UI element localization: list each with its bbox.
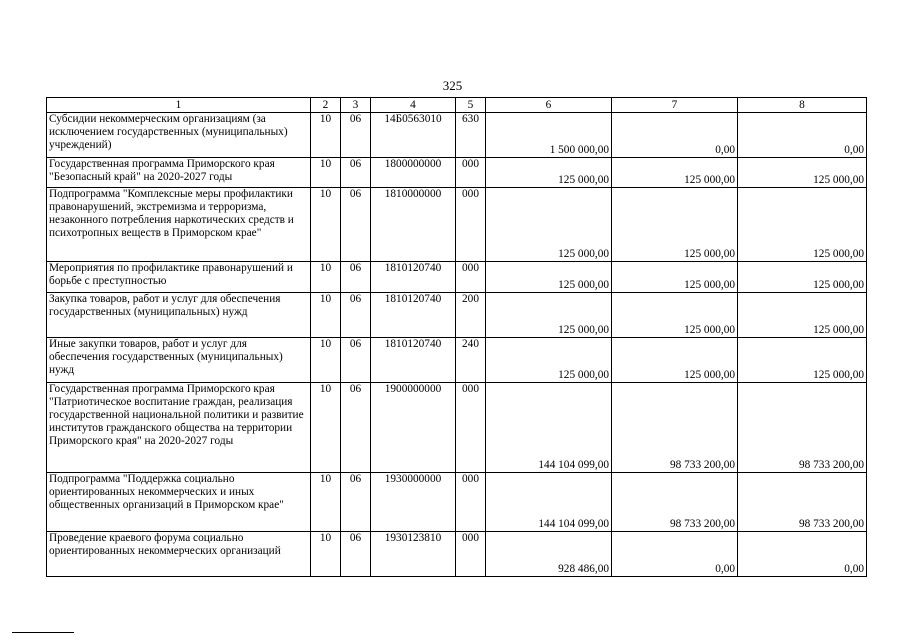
row-amount-col8: 125 000,00 [738, 338, 867, 383]
row-subsection: 06 [341, 338, 371, 383]
row-subsection: 06 [341, 188, 371, 262]
budget-table [46, 97, 867, 577]
table-row [47, 338, 867, 383]
row-target-article: 1900000000 [371, 383, 456, 473]
row-name: Государственная программа Приморского края "Патриотическое воспитание граждан, реализация государственной национальной политики и развитие институтов гражданского общества на территории Приморского края" на 2020-2027 годы [47, 383, 311, 473]
row-amount-col8: 0,00 [738, 113, 867, 158]
row-amount-col6: 144 104 099,00 [486, 383, 612, 473]
row-name: Подпрограмма "Комплексные меры профилактики правонарушений, экстремизма и терроризма, незаконного потребления наркотических средств и психотропных веществ в Приморском крае" [47, 188, 311, 262]
row-amount-col8: 98 733 200,00 [738, 383, 867, 473]
row-amount-col6: 928 486,00 [486, 532, 612, 577]
row-section: 10 [311, 262, 341, 293]
row-name: Мероприятия по профилактике правонарушений и борьбе с преступностью [47, 262, 311, 293]
table-row [47, 158, 867, 188]
column-header: 3 [341, 98, 371, 113]
row-amount-col7: 98 733 200,00 [612, 383, 738, 473]
row-amount-col8: 125 000,00 [738, 158, 867, 188]
row-subsection: 06 [341, 262, 371, 293]
row-section: 10 [311, 473, 341, 532]
row-target-article: 1810120740 [371, 262, 456, 293]
row-amount-col8: 125 000,00 [738, 293, 867, 338]
row-target-article: 1800000000 [371, 158, 456, 188]
row-section: 10 [311, 113, 341, 158]
row-section: 10 [311, 293, 341, 338]
row-subsection: 06 [341, 473, 371, 532]
row-name: Иные закупки товаров, работ и услуг для обеспечения государственных (муниципальных) нужд [47, 338, 311, 383]
row-name: Подпрограмма "Поддержка социально ориентированных некоммерческих и иных общественных организаций в Приморском крае" [47, 473, 311, 532]
row-amount-col8: 98 733 200,00 [738, 473, 867, 532]
column-header: 7 [612, 98, 738, 113]
row-amount-col6: 144 104 099,00 [486, 473, 612, 532]
column-header: 6 [486, 98, 612, 113]
row-amount-col6: 125 000,00 [486, 262, 612, 293]
row-section: 10 [311, 188, 341, 262]
table-row [47, 113, 867, 158]
row-section: 10 [311, 383, 341, 473]
row-name: Закупка товаров, работ и услуг для обеспечения государственных (муниципальных) нужд [47, 293, 311, 338]
table-row [47, 383, 867, 473]
row-amount-col7: 125 000,00 [612, 293, 738, 338]
row-section: 10 [311, 338, 341, 383]
table-row [47, 532, 867, 577]
row-amount-col7: 0,00 [612, 113, 738, 158]
row-target-article: 14Б0563010 [371, 113, 456, 158]
footnote-divider [12, 632, 74, 633]
row-subsection: 06 [341, 158, 371, 188]
row-amount-col6: 125 000,00 [486, 338, 612, 383]
row-target-article: 1810120740 [371, 293, 456, 338]
row-amount-col8: 125 000,00 [738, 188, 867, 262]
table-row [47, 473, 867, 532]
row-section: 10 [311, 158, 341, 188]
row-target-article: 1810000000 [371, 188, 456, 262]
table-row [47, 293, 867, 338]
row-amount-col7: 0,00 [612, 532, 738, 577]
row-amount-col8: 125 000,00 [738, 262, 867, 293]
table-row [47, 262, 867, 293]
column-header: 2 [311, 98, 341, 113]
row-amount-col7: 125 000,00 [612, 158, 738, 188]
column-header: 5 [456, 98, 486, 113]
row-section: 10 [311, 532, 341, 577]
row-amount-col7: 125 000,00 [612, 338, 738, 383]
row-target-article: 1810120740 [371, 338, 456, 383]
row-expense-type: 000 [456, 383, 486, 473]
row-name: Государственная программа Приморского края "Безопасный край" на 2020-2027 годы [47, 158, 311, 188]
row-target-article: 1930000000 [371, 473, 456, 532]
row-expense-type: 000 [456, 262, 486, 293]
row-expense-type: 000 [456, 158, 486, 188]
row-subsection: 06 [341, 383, 371, 473]
row-amount-col7: 98 733 200,00 [612, 473, 738, 532]
row-amount-col6: 1 500 000,00 [486, 113, 612, 158]
column-header: 1 [47, 98, 311, 113]
row-expense-type: 240 [456, 338, 486, 383]
page-number: 325 [442, 78, 463, 93]
table-header-row [47, 98, 867, 113]
row-subsection: 06 [341, 532, 371, 577]
row-expense-type: 200 [456, 293, 486, 338]
row-amount-col6: 125 000,00 [486, 158, 612, 188]
row-name: Проведение краевого форума социально ориентированных некоммерческих организаций [47, 532, 311, 577]
row-subsection: 06 [341, 113, 371, 158]
row-target-article: 1930123810 [371, 532, 456, 577]
table-row [47, 188, 867, 262]
row-amount-col7: 125 000,00 [612, 188, 738, 262]
row-amount-col6: 125 000,00 [486, 293, 612, 338]
row-expense-type: 630 [456, 113, 486, 158]
column-header: 4 [371, 98, 456, 113]
row-name: Субсидии некоммерческим организациям (за исключением государственных (муниципальных) учреждений) [47, 113, 311, 158]
column-header: 8 [738, 98, 867, 113]
row-expense-type: 000 [456, 473, 486, 532]
row-expense-type: 000 [456, 188, 486, 262]
row-amount-col8: 0,00 [738, 532, 867, 577]
row-amount-col7: 125 000,00 [612, 262, 738, 293]
row-subsection: 06 [341, 293, 371, 338]
row-amount-col6: 125 000,00 [486, 188, 612, 262]
row-expense-type: 000 [456, 532, 486, 577]
